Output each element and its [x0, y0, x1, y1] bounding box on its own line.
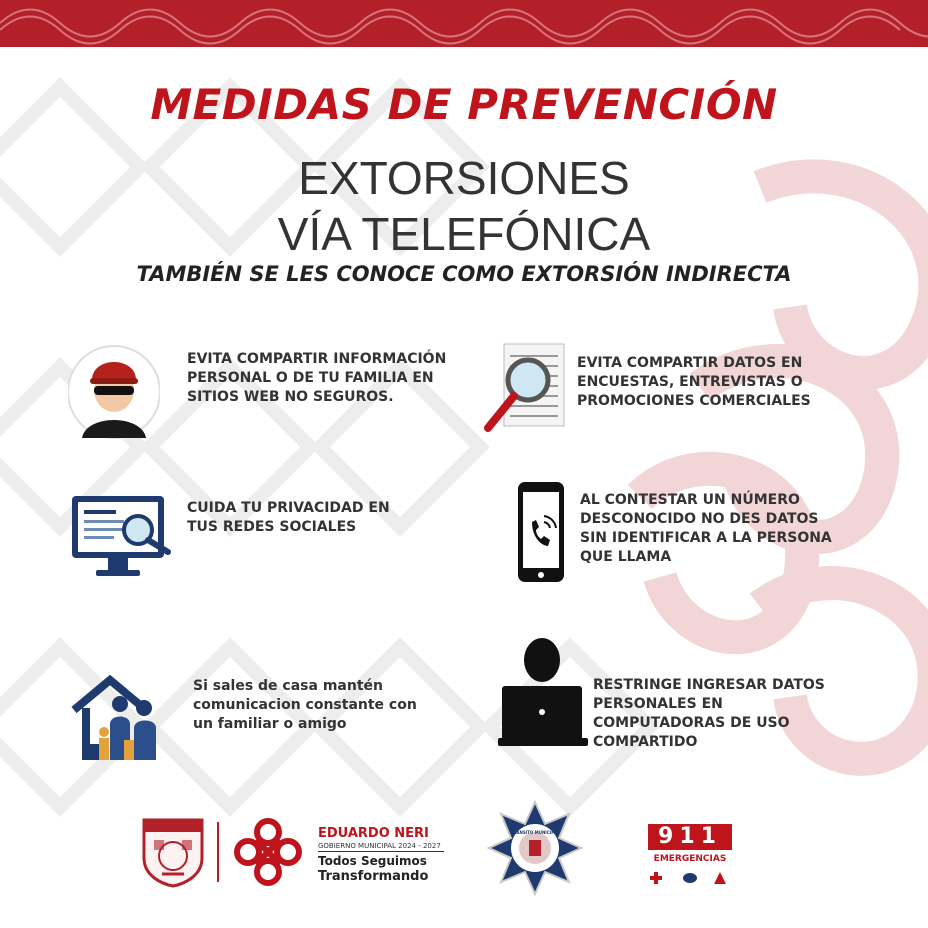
badge-text: TRANSITO MUNICIPAL	[510, 830, 560, 835]
emergency-number: 911	[648, 824, 732, 850]
monitor-search-icon	[70, 494, 176, 584]
tip-4-line-3: SIN IDENTIFICAR A LA PERSONA	[580, 530, 832, 546]
government-period: GOBIERNO MUNICIPAL 2024 - 2027	[318, 842, 441, 850]
tip-4-line-2: DESCONOCIDO NO DES DATOS	[580, 511, 819, 527]
tip-5-line-1: Si sales de casa mantén	[193, 678, 383, 694]
tip-5-line-3: un familiar o amigo	[193, 716, 347, 732]
survey-magnifier-icon	[484, 340, 568, 434]
page-title: MEDIDAS DE PREVENCIÓN	[150, 80, 778, 129]
subtitle-line-2: VÍA TELEFÓNICA	[277, 208, 651, 260]
tip-4-line-1: AL CONTESTAR UN NÚMERO	[580, 492, 800, 508]
family-house-icon	[70, 674, 160, 764]
tip-4-line-4: QUE LLAMA	[580, 549, 672, 565]
tip-6-line-1: RESTRINGE INGRESAR DATOS	[593, 677, 825, 693]
thief-icon	[68, 340, 160, 444]
municipal-coat-of-arms-logo	[140, 814, 206, 888]
emergency-911-logo	[648, 824, 732, 888]
top-decorative-border	[0, 0, 928, 47]
tip-3	[187, 499, 390, 537]
transit-police-badge-logo	[487, 800, 583, 896]
tip-6-line-2: PERSONALES EN	[593, 696, 723, 712]
government-name: EDUARDO NERI	[318, 826, 429, 841]
tip-1-line-2: PERSONAL O DE TU FAMILIA EN	[187, 370, 434, 386]
tip-5-line-2: comunicacion constante con	[193, 697, 417, 713]
government-knot-logo	[232, 816, 304, 888]
tip-2	[577, 354, 811, 411]
tagline: TAMBIÉN SE LES CONOCE COMO EXTORSIÓN INDIRECTA	[136, 262, 792, 286]
footer-divider	[217, 822, 219, 882]
tip-3-line-1: CUIDA TU PRIVACIDAD EN	[187, 500, 390, 516]
laptop-user-icon	[498, 634, 588, 752]
phone-call-icon	[516, 480, 566, 584]
emergency-label: EMERGENCIAS	[653, 854, 727, 864]
tip-6-line-3: COMPUTADORAS DE USO	[593, 715, 790, 731]
tip-2-line-2: ENCUESTAS, ENTREVISTAS O	[577, 374, 803, 390]
slogan-line-2: Transformando	[318, 869, 429, 884]
tip-1-line-3: SITIOS WEB NO SEGUROS.	[187, 389, 394, 405]
subtitle-line-1: EXTORSIONES	[298, 152, 630, 204]
tip-5	[193, 677, 417, 734]
slogan-line-1: Todos Seguimos	[318, 854, 427, 868]
tip-6-line-4: COMPARTIDO	[593, 734, 698, 750]
footer-rule	[318, 851, 444, 852]
tip-2-line-3: PROMOCIONES COMERCIALES	[577, 393, 811, 409]
tip-6	[593, 676, 825, 752]
tip-1	[187, 350, 446, 407]
tip-2-line-1: EVITA COMPARTIR DATOS EN	[577, 355, 803, 371]
subtitle	[0, 150, 928, 262]
tip-1-line-1: EVITA COMPARTIR INFORMACIÓN	[187, 351, 447, 367]
tip-3-line-2: TUS REDES SOCIALES	[187, 519, 357, 535]
tip-4	[580, 491, 832, 567]
